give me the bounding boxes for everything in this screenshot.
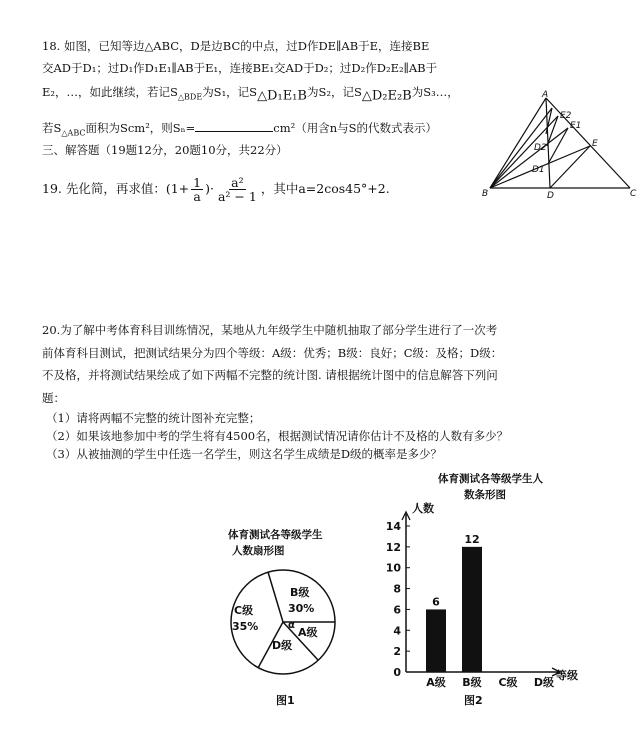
label-d: D: [547, 191, 554, 200]
label-e2: E2: [560, 111, 572, 121]
bar-category-label: B级: [462, 676, 482, 689]
bar-category-label: D级: [533, 676, 555, 689]
label-e: E: [592, 139, 598, 149]
q20-sub2: （2）如果该地参加中考的学生将有4500名，根据测试情况请你估计不及格的人数有多少？: [46, 429, 509, 443]
bar-category-label: A级: [426, 676, 446, 689]
pie-label-b: B级: [290, 586, 310, 599]
bar-title-line1: 体育测试各等级学生人: [438, 473, 543, 485]
q20-line2: 前体育科目测试，把测试结果分为四个等级：A级：优秀；B级：良好；C级：及格；D级：: [42, 346, 503, 360]
q20-sub1: （1）请将两幅不完整的统计图补充完整；: [46, 411, 261, 425]
pie-boundary-b-c: [268, 572, 283, 622]
q18-line4b: 面积为Scm²，则Sₙ=: [85, 121, 196, 135]
q18-line3b: 为S₁，记S: [202, 85, 258, 99]
q18-line4c: cm²（用含n与S的代数式表示）: [273, 121, 438, 135]
q18-sub-d2e2b: △D₂E₂B: [361, 88, 412, 104]
side-ac: [546, 98, 630, 188]
q18-line4a: 若S: [42, 121, 62, 135]
bar-value-label: 6: [432, 595, 440, 609]
q19-mid: )·: [205, 181, 214, 196]
triangle-figure: [480, 88, 640, 200]
fraction-1-over-a: [191, 176, 203, 203]
bar-ylabel: 人数: [412, 502, 434, 515]
q18-sub-bde: △BDE: [177, 92, 203, 102]
q18-sub-abc: △ABC: [61, 128, 86, 138]
bar-value-label: 12: [464, 532, 480, 546]
frac1-denominator: a: [193, 189, 201, 204]
frac2-denominator: a² − 1: [217, 189, 257, 204]
bar-caption: 图2: [464, 694, 483, 707]
q18-line2: 交AD于D₁；过D₁作D₁E₁∥AB于E₁，连接BE₁交AD于D₂；过D₂作D₂E₂∥AB于: [42, 61, 438, 75]
segment-de: [550, 146, 590, 188]
label-d2: D2: [534, 143, 547, 153]
pie-label-a: A级: [298, 626, 318, 639]
pie-caption: 图1: [276, 694, 295, 707]
bar-y-tick-label: 4: [393, 624, 401, 638]
label-a: A: [542, 90, 549, 100]
pie-chart: [206, 524, 356, 714]
pie-label-c: C级: [234, 604, 254, 617]
pie-title-line1: 体育测试各等级学生: [228, 529, 323, 541]
q20-sub3: （3）从被抽测的学生中任选一名学生，则这名学生成绩是D级的概率是多少？: [46, 447, 443, 461]
pie-alpha: α: [288, 620, 295, 631]
pie-pct-b: 30%: [288, 602, 315, 615]
label-b: B: [482, 189, 489, 199]
frac2-numerator: a²: [231, 175, 244, 190]
bar: [462, 547, 482, 672]
q20-line1: 20.为了解中考体育科目训练情况，某地从九年级学生中随机抽取了部分学生进行了一次考: [42, 323, 498, 337]
label-d1: D1: [532, 165, 545, 175]
fraction-a2-over-a2-1: [216, 176, 259, 203]
q19-suffix: ，其中a=2cos45°+2.: [260, 181, 390, 196]
section3-heading: 三、解答题（19题12分，20题10分，共22分）: [42, 143, 288, 157]
q20-line3: 不及格，并将测试结果绘成了如下两幅不完整的统计图. 请根据统计图中的信息解答下列问: [42, 368, 498, 382]
q18-line1: 18. 如图，已知等边△ABC，D是边BC的中点，过D作DE∥AB于E，连接BE: [42, 39, 430, 53]
bar-y-tick-label: 10: [385, 561, 401, 575]
q19-prefix: 19. 先化简，再求值：(1+: [42, 181, 190, 196]
bar-xlabel: 等级: [556, 669, 578, 682]
pie-label-d: D级: [272, 639, 293, 652]
frac1-numerator: 1: [193, 175, 202, 190]
bar-category-label: C级: [498, 676, 518, 689]
bar-y-tick-label: 6: [393, 603, 401, 617]
bar-y-tick-label: 0: [393, 666, 401, 679]
bar-title-line2: 数条形图: [464, 489, 506, 501]
pie-pct-c: 35%: [232, 620, 259, 633]
q18-line3: [42, 84, 459, 103]
bar-chart: [380, 466, 600, 716]
label-c: C: [630, 189, 637, 199]
q19: [42, 176, 390, 203]
q20-line4: 题：: [42, 391, 65, 405]
q18-line3a: E₂，…，如此继续，若记S: [42, 85, 178, 99]
bar-y-tick-label: 8: [393, 582, 401, 596]
q18-sub-d1e1b: △D₁E₁B: [257, 88, 307, 104]
pie-title-line2: 人数扇形图: [232, 545, 285, 557]
bar-y-tick-label: 14: [385, 520, 401, 533]
bar: [426, 609, 446, 672]
label-e1: E1: [570, 121, 582, 131]
q18-line4: [42, 120, 437, 137]
bar-y-tick-label: 2: [393, 645, 401, 659]
bar-y-tick-label: 12: [385, 540, 401, 554]
answer-blank[interactable]: [195, 121, 273, 132]
q18-line3d: 为S₃…，: [411, 85, 459, 99]
q18-line3c: 为S₂，记S: [306, 85, 362, 99]
